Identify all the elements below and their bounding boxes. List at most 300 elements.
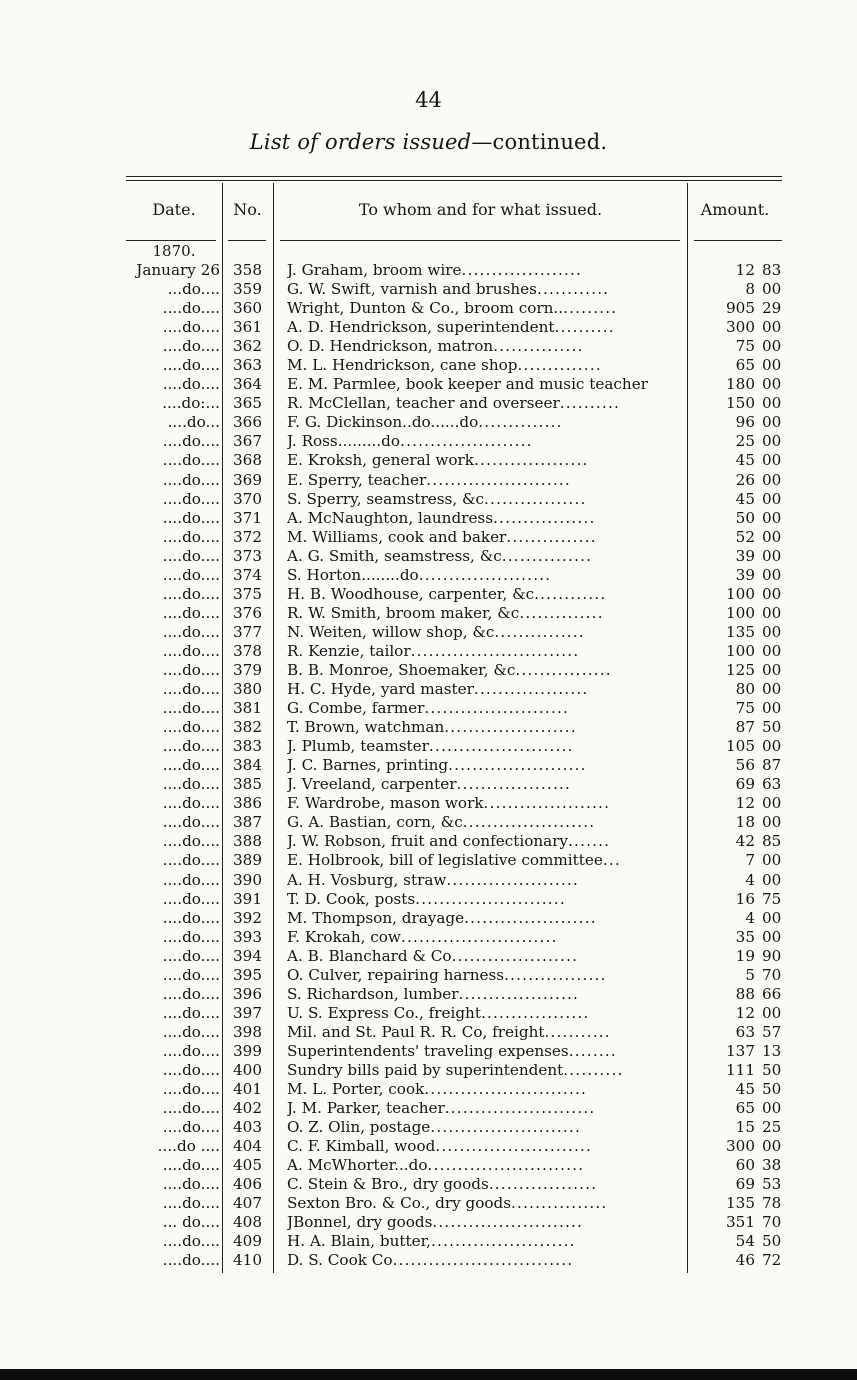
row-payee [287, 1156, 683, 1175]
row-amount-cents: 50 [762, 1060, 782, 1079]
row-amount-cents: 50 [762, 1080, 782, 1099]
row-amount-dollars: 54 [735, 1232, 755, 1251]
table-row [0, 585, 857, 604]
row-number: 365 [233, 394, 262, 413]
row-number: 361 [233, 318, 262, 337]
row-leader-dots: ...................... [462, 813, 596, 832]
row-date: ....do.... [162, 1156, 220, 1175]
row-amount-dollars: 18 [735, 813, 755, 832]
row-payee [287, 1004, 683, 1023]
table-row [0, 737, 857, 756]
row-number: 376 [233, 603, 262, 622]
row-date: ....do.... [162, 737, 220, 756]
row-leader-dots: ................ [511, 1194, 608, 1213]
row-leader-dots: .............. [517, 356, 602, 375]
row-payee [287, 623, 683, 642]
table-row [0, 1080, 857, 1099]
table-row [0, 623, 857, 642]
row-amount-cents: 50 [762, 1232, 782, 1251]
row-leader-dots: ........... [544, 1022, 611, 1041]
row-amount-dollars: 52 [735, 527, 755, 546]
row-payee [287, 394, 683, 413]
row-date: ....do.... [162, 337, 220, 356]
row-leader-dots: .............. [519, 603, 604, 622]
table-row [0, 356, 857, 375]
row-amount-dollars: 111 [726, 1060, 755, 1079]
row-number: 409 [233, 1232, 262, 1251]
row-payee-text: R. Kenzie, tailor [287, 641, 411, 660]
row-amount-dollars: 45 [735, 451, 755, 470]
row-date: ....do.... [162, 1251, 220, 1270]
row-amount-dollars: 75 [735, 337, 755, 356]
row-amount-dollars: 39 [735, 546, 755, 565]
row-payee [287, 813, 683, 832]
row-amount-dollars: 69 [735, 775, 755, 794]
row-amount-dollars: 150 [726, 394, 755, 413]
row-payee-text: M. L. Hendrickson, cane shop [287, 356, 518, 375]
row-payee [287, 1023, 683, 1042]
row-amount-cents: 72 [762, 1251, 782, 1270]
row-date: ....do.... [162, 851, 220, 870]
row-leader-dots: ................... [473, 680, 589, 699]
row-payee-text: G. W. Swift, varnish and brushes [287, 280, 537, 299]
row-payee [287, 985, 683, 1004]
row-date: ....do.... [162, 908, 220, 927]
row-payee [287, 794, 683, 813]
row-leader-dots: ..................... [483, 794, 611, 813]
row-payee [287, 966, 683, 985]
header-amount: Amount. [700, 200, 770, 219]
table-row [0, 1023, 857, 1042]
row-payee-text: H. B. Woodhouse, carpenter, &c [287, 584, 535, 603]
row-amount-cents: 38 [762, 1156, 782, 1175]
row-leader-dots: ........................ [424, 699, 570, 718]
row-number: 395 [233, 965, 262, 984]
table-top-rule-double [126, 180, 782, 181]
row-amount-dollars: 135 [726, 1194, 755, 1213]
row-payee-text: J. Vreeland, carpenter [287, 775, 457, 794]
row-amount-dollars: 15 [735, 1118, 755, 1137]
row-payee [287, 851, 683, 870]
row-amount-dollars: 35 [735, 927, 755, 946]
row-payee-text: A. McWhorter...do [287, 1156, 428, 1175]
title-italic: List of orders issued [249, 130, 472, 154]
orders-table-body [0, 261, 857, 1270]
row-leader-dots: ........ [568, 1041, 617, 1060]
row-payee-text: G. Combe, farmer [287, 699, 425, 718]
row-payee [287, 775, 683, 794]
row-date: ....do.... [162, 870, 220, 889]
row-date: ....do.... [162, 756, 220, 775]
table-row [0, 1061, 857, 1080]
row-leader-dots: ........................ [426, 470, 571, 489]
row-payee-text: H. A. Blain, butter, [287, 1232, 432, 1251]
row-number: 384 [233, 756, 262, 775]
row-payee-text: O. D. Hendrickson, matron [287, 337, 494, 356]
row-amount-cents: 13 [762, 1041, 782, 1060]
row-leader-dots: ............... [501, 546, 593, 565]
row-amount-cents: 00 [762, 660, 782, 679]
row-amount-cents: 00 [762, 337, 782, 356]
table-row [0, 813, 857, 832]
row-date: ....do.... [162, 680, 220, 699]
row-payee [287, 1251, 683, 1270]
row-amount-cents: 00 [762, 813, 782, 832]
row-payee-text: O. Culver, repairing harness [287, 965, 505, 984]
row-amount-dollars: 105 [726, 737, 755, 756]
row-amount-cents: 00 [762, 356, 782, 375]
row-amount-dollars: 65 [735, 1099, 755, 1118]
row-payee [287, 280, 683, 299]
row-payee [287, 871, 683, 890]
row-payee [287, 1213, 683, 1232]
row-date: ....do.... [162, 622, 220, 641]
row-number: 379 [233, 660, 262, 679]
row-amount-dollars: 88 [735, 984, 755, 1003]
table-row [0, 413, 857, 432]
row-number: 381 [233, 699, 262, 718]
row-leader-dots: .................. [488, 1175, 598, 1194]
row-number: 364 [233, 375, 262, 394]
page-number: 44 [415, 88, 442, 112]
row-payee-text: F. Wardrobe, mason work [287, 794, 484, 813]
row-payee-text: Superintendents' traveling expenses [287, 1041, 569, 1060]
row-date: ....do.... [162, 603, 220, 622]
row-date: ....do.... [162, 1022, 220, 1041]
row-leader-dots: ................... [474, 451, 589, 470]
row-amount-cents: 00 [762, 851, 782, 870]
row-leader-dots: ............................ [410, 641, 580, 660]
row-payee-text: E. Kroksh, general work [287, 451, 475, 470]
row-amount-dollars: 8 [745, 280, 755, 299]
table-row [0, 642, 857, 661]
row-date: ....do.... [162, 1118, 220, 1137]
row-payee [287, 337, 683, 356]
row-leader-dots: ............ [534, 584, 607, 603]
row-leader-dots: ............... [506, 527, 597, 546]
row-amount-cents: 00 [762, 699, 782, 718]
row-payee-text: Sundry bills paid by superintendent [287, 1060, 564, 1079]
row-amount-cents: 66 [762, 984, 782, 1003]
row-amount-cents: 00 [762, 375, 782, 394]
table-row [0, 1004, 857, 1023]
row-date: ....do.... [162, 984, 220, 1003]
table-row [0, 832, 857, 851]
row-leader-dots: ...................... [446, 870, 579, 889]
row-leader-dots: ........................ [428, 737, 574, 756]
table-row [0, 280, 857, 299]
row-payee [287, 547, 683, 566]
row-number: 399 [233, 1041, 262, 1060]
row-payee-text: A. H. Vosburg, straw [287, 870, 447, 889]
row-payee [287, 261, 683, 280]
row-payee-text: Sexton Bro. & Co., dry goods [287, 1194, 512, 1213]
table-row [0, 680, 857, 699]
row-number: 359 [233, 280, 262, 299]
table-row [0, 794, 857, 813]
row-amount-dollars: 300 [726, 318, 755, 337]
row-date: ....do.... [162, 718, 220, 737]
table-row [0, 1156, 857, 1175]
table-row [0, 947, 857, 966]
row-number: 362 [233, 337, 262, 356]
row-date: ....do.... [162, 946, 220, 965]
row-number: 386 [233, 794, 262, 813]
row-number: 378 [233, 641, 262, 660]
row-amount-cents: 83 [762, 261, 782, 279]
row-amount-cents: 00 [762, 280, 782, 299]
row-number: 402 [233, 1099, 262, 1118]
row-payee-text: A. B. Blanchard & Co [287, 946, 452, 965]
row-payee-text: J. M. Parker, teacher [287, 1099, 445, 1118]
row-payee-text: M. Thompson, drayage [287, 908, 465, 927]
row-payee-text: F. Krokah, cow [287, 927, 401, 946]
row-amount-dollars: 87 [735, 718, 755, 737]
row-number: 373 [233, 546, 262, 565]
table-row [0, 337, 857, 356]
row-amount-dollars: 63 [735, 1022, 755, 1041]
row-number: 382 [233, 718, 262, 737]
row-payee-text: T. D. Cook, posts [287, 889, 416, 908]
row-date: ....do.... [162, 318, 220, 337]
table-row [0, 890, 857, 909]
row-payee-text: S. Sperry, seamstress, &c [287, 489, 485, 508]
row-amount-dollars: 25 [735, 432, 755, 451]
table-row [0, 451, 857, 470]
row-amount-dollars: 12 [735, 794, 755, 813]
row-number: 377 [233, 622, 262, 641]
row-payee [287, 642, 683, 661]
row-payee-text: J. W. Robson, fruit and confectionary [287, 832, 569, 851]
row-amount-dollars: 100 [726, 641, 755, 660]
row-number: 363 [233, 356, 262, 375]
row-date: January 26 [136, 261, 220, 279]
row-payee-text: B. B. Monroe, Shoemaker, &c [287, 660, 516, 679]
row-number: 358 [233, 261, 262, 279]
row-date: ....do.... [162, 1080, 220, 1099]
row-payee-text: O. Z. Olin, postage [287, 1118, 431, 1137]
row-date: ....do.... [162, 584, 220, 603]
row-payee-text: R. McClellan, teacher and overseer [287, 394, 560, 413]
row-number: 391 [233, 889, 262, 908]
row-date: ....do.... [162, 489, 220, 508]
row-leader-dots: .......... [559, 394, 620, 413]
row-payee-text: D. S. Cook Co [287, 1251, 393, 1270]
table-row [0, 1232, 857, 1251]
row-payee [287, 756, 683, 775]
row-payee [287, 1232, 683, 1251]
table-row [0, 985, 857, 1004]
row-date: ....do.... [162, 965, 220, 984]
table-row [0, 928, 857, 947]
row-payee-text: J. C. Barnes, printing [287, 756, 449, 775]
row-date: ....do.... [162, 699, 220, 718]
row-amount-dollars: 100 [726, 603, 755, 622]
row-amount-dollars: 135 [726, 622, 755, 641]
row-amount-dollars: 45 [735, 1080, 755, 1099]
row-date: ....do.... [162, 775, 220, 794]
row-leader-dots: ......... [563, 299, 618, 318]
row-amount-dollars: 50 [735, 508, 755, 527]
row-amount-dollars: 60 [735, 1156, 755, 1175]
row-date: ....do.... [162, 470, 220, 489]
row-amount-cents: 78 [762, 1194, 782, 1213]
row-number: 374 [233, 565, 262, 584]
table-row [0, 471, 857, 490]
row-amount-dollars: 16 [735, 889, 755, 908]
row-payee-text: U. S. Express Co., freight [287, 1003, 481, 1022]
row-date: ....do.... [162, 546, 220, 565]
row-amount-dollars: 80 [735, 680, 755, 699]
row-leader-dots: .......................... [435, 1137, 593, 1156]
row-date: ....do.... [162, 1003, 220, 1022]
table-row [0, 775, 857, 794]
row-number: 366 [233, 413, 262, 432]
row-payee [287, 1061, 683, 1080]
row-amount-cents: 63 [762, 775, 782, 794]
row-payee-text: E. Sperry, teacher [287, 470, 427, 489]
table-row [0, 604, 857, 623]
row-number: 410 [233, 1251, 262, 1270]
row-leader-dots: ......................... [430, 1118, 581, 1137]
table-row [0, 756, 857, 775]
row-amount-cents: 00 [762, 1137, 782, 1156]
row-leader-dots: ... [602, 851, 621, 870]
row-payee [287, 1137, 683, 1156]
table-row [0, 1194, 857, 1213]
row-amount-dollars: 45 [735, 489, 755, 508]
row-date: ....do.... [162, 527, 220, 546]
row-payee [287, 928, 683, 947]
row-number: 392 [233, 908, 262, 927]
row-leader-dots: .............................. [392, 1251, 574, 1270]
row-payee [287, 699, 683, 718]
row-amount-cents: 00 [762, 927, 782, 946]
row-payee-text: T. Brown, watchman [287, 718, 445, 737]
row-payee [287, 718, 683, 737]
row-number: 407 [233, 1194, 262, 1213]
page-title [0, 130, 857, 154]
row-payee [287, 375, 683, 394]
row-amount-dollars: 39 [735, 565, 755, 584]
row-payee-text: M. L. Porter, cook [287, 1080, 425, 1099]
row-payee-text: H. C. Hyde, yard master [287, 680, 474, 699]
header-rule [280, 240, 680, 241]
row-date: ....do .... [157, 1137, 220, 1156]
row-date: ....do.... [162, 1060, 220, 1079]
row-number: 393 [233, 927, 262, 946]
row-number: 380 [233, 680, 262, 699]
row-amount-dollars: 75 [735, 699, 755, 718]
row-amount-dollars: 905 [726, 299, 755, 318]
row-payee [287, 509, 683, 528]
row-leader-dots: .......... [563, 1060, 624, 1079]
row-date: ... do.... [162, 1213, 220, 1232]
row-amount-cents: 00 [762, 641, 782, 660]
row-leader-dots: ................ [515, 660, 612, 679]
row-payee-text: N. Weiten, willow shop, &c [287, 622, 495, 641]
header-no: No. [233, 200, 262, 219]
row-payee-text: J. Graham, broom wire [287, 261, 462, 279]
row-amount-cents: 00 [762, 680, 782, 699]
table-row [0, 432, 857, 451]
row-amount-cents: 75 [762, 889, 782, 908]
row-amount-dollars: 300 [726, 1137, 755, 1156]
row-number: 370 [233, 489, 262, 508]
row-payee-text: E. M. Parmlee, book keeper and music teacher [287, 375, 648, 394]
row-leader-dots: ............ [536, 280, 610, 299]
row-payee-text: G. A. Bastian, corn, &c [287, 813, 463, 832]
table-row [0, 1099, 857, 1118]
row-leader-dots: .................... [458, 984, 580, 1003]
row-number: 390 [233, 870, 262, 889]
title-continued: —continued. [471, 130, 608, 154]
row-amount-dollars: 96 [735, 413, 755, 432]
row-payee-text: F. G. Dickinson..do......do [287, 413, 479, 432]
row-leader-dots: .............. [478, 413, 563, 432]
table-row [0, 966, 857, 985]
row-leader-dots: .......................... [400, 927, 558, 946]
row-number: 371 [233, 508, 262, 527]
header-date: Date. [152, 200, 196, 219]
row-leader-dots: ...................... [464, 908, 597, 927]
row-amount-cents: 00 [762, 470, 782, 489]
table-row [0, 547, 857, 566]
row-amount-cents: 00 [762, 489, 782, 508]
row-date: ....do.... [162, 1194, 220, 1213]
row-amount-cents: 00 [762, 584, 782, 603]
table-row [0, 261, 857, 280]
row-amount-dollars: 5 [745, 965, 755, 984]
table-row [0, 394, 857, 413]
table-row [0, 566, 857, 585]
row-number: 387 [233, 813, 262, 832]
row-leader-dots: ................. [504, 965, 607, 984]
row-date: ....do.... [162, 641, 220, 660]
row-amount-dollars: 46 [735, 1251, 755, 1270]
table-row [0, 699, 857, 718]
row-number: 403 [233, 1118, 262, 1137]
row-payee-text: C. Stein & Bro., dry goods [287, 1175, 489, 1194]
row-amount-cents: 00 [762, 565, 782, 584]
row-amount-cents: 00 [762, 527, 782, 546]
row-number: 404 [233, 1137, 262, 1156]
row-amount-cents: 57 [762, 1022, 782, 1041]
row-number: 375 [233, 584, 262, 603]
row-payee [287, 890, 683, 909]
row-payee-text: JBonnel, dry goods [287, 1213, 433, 1232]
row-amount-dollars: 4 [745, 908, 755, 927]
table-row [0, 299, 857, 318]
row-amount-dollars: 180 [726, 375, 755, 394]
row-amount-cents: 00 [762, 908, 782, 927]
row-payee [287, 490, 683, 509]
row-payee [287, 1194, 683, 1213]
row-leader-dots: ....................... [448, 756, 587, 775]
row-payee-text: C. F. Kimball, wood [287, 1137, 436, 1156]
table-row [0, 318, 857, 337]
table-row [0, 509, 857, 528]
row-number: 398 [233, 1022, 262, 1041]
row-date: ....do:... [162, 394, 220, 413]
row-payee [287, 832, 683, 851]
row-payee-text: A. G. Smith, seamstress, &c [287, 546, 502, 565]
table-row [0, 871, 857, 890]
row-leader-dots: ................... [456, 775, 572, 794]
row-leader-dots: ........................ [431, 1232, 576, 1251]
row-number: 368 [233, 451, 262, 470]
row-date: ....do.... [162, 1175, 220, 1194]
